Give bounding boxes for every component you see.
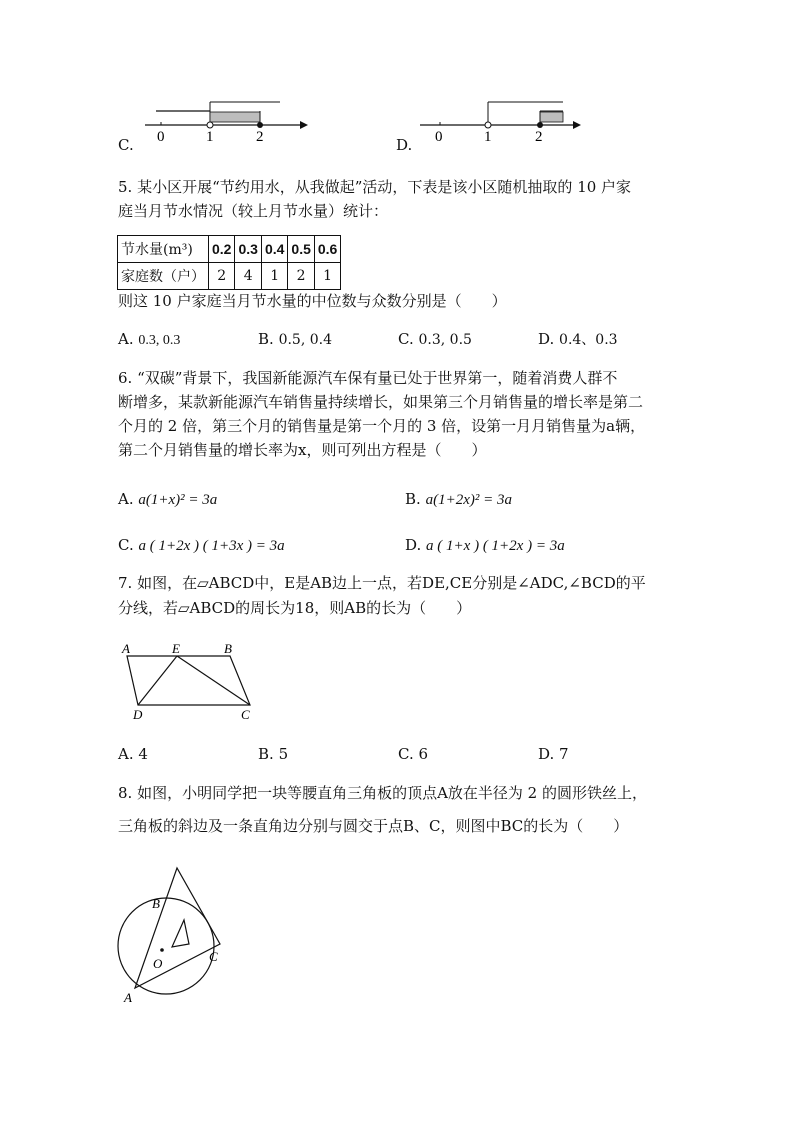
q7-option-b[interactable]: B. 5 (258, 745, 289, 763)
q6-option-a[interactable]: A. a(1+x)² = 3a (118, 490, 218, 508)
q4-d-tick-1: 1 (484, 129, 492, 145)
q5-option-d[interactable]: D. 0.4、0.3 (538, 330, 618, 348)
q4-c-tick-0: 0 (157, 129, 165, 145)
q5-stem-line1: 5. 某小区开展“节约用水，从我做起”活动，下表是该小区随机抽取的 10 户家 (118, 178, 632, 196)
q8-label-o: O (153, 956, 163, 971)
q7-label-e: E (172, 641, 180, 656)
q6-option-b[interactable]: B. a(1+2x)² = 3a (405, 490, 512, 508)
q6-option-d[interactable]: D. a ( 1+x ) ( 1+2x ) = 3a (405, 536, 565, 554)
q6-stem-line1: 6. “双碳”背景下，我国新能源汽车保有量已处于世界第一，随着消费人群不 (118, 369, 618, 387)
table-cell: 2 (288, 263, 314, 290)
q7-option-d[interactable]: D. 7 (538, 745, 569, 763)
q8-label-b: B (152, 896, 160, 911)
q4-c-tick-2: 2 (256, 129, 264, 145)
q5-option-b[interactable]: B. 0.5, 0.4 (258, 330, 333, 348)
q8-label-c: C (209, 949, 218, 964)
table-cell: 0.6 (314, 236, 340, 263)
table-header-water-saved: 节水量(m³) (118, 236, 209, 263)
q4-c-tick-1: 1 (206, 129, 214, 145)
table-cell: 0.3 (235, 236, 261, 263)
q8-circle-triangle-figure (112, 860, 232, 1005)
q8-stem-line2: 三角板的斜边及一条直角边分别与圆交于点B、C，则图中BC的长为（ ） (118, 817, 629, 835)
q6-stem-line4: 第二个月销售量的增长率为x，则可列出方程是（ ） (118, 441, 487, 459)
q5-data-table (117, 235, 341, 290)
q7-option-a[interactable]: A. 4 (118, 745, 148, 763)
table-header-households: 家庭数（户） (118, 263, 209, 290)
q7-label-d: D (133, 707, 143, 722)
q6-stem-line3: 个月的 2 倍，第三个月的销售量是第一个月的 3 倍，设第一月月销售量为a辆， (118, 417, 646, 435)
q7-stem-line2: 分线，若▱ABCD的周长为18，则AB的长为（ ） (118, 599, 472, 617)
q7-label-a: A (122, 641, 130, 656)
q5-stem-line2: 庭当月节水情况（较上月节水量）统计： (118, 202, 389, 220)
q7-option-c[interactable]: C. 6 (398, 745, 429, 763)
table-cell: 2 (209, 263, 235, 290)
q7-label-c: C (241, 707, 250, 722)
table-cell: 1 (261, 263, 287, 290)
table-cell: 1 (314, 263, 340, 290)
table-row (118, 236, 341, 263)
table-cell: 0.2 (209, 236, 235, 263)
q4-option-d-number-line (415, 95, 585, 150)
q6-stem-line2: 断增多，某款新能源汽车销售量持续增长，如果第三个月销售量的增长率是第二 (118, 393, 644, 411)
q8-label-a: A (124, 990, 132, 1005)
q4-d-tick-0: 0 (435, 129, 443, 145)
q5-option-a[interactable]: A. 0.3, 0.3 (118, 330, 181, 348)
q8-stem-line1: 8. 如图，小明同学把一块等腰直角三角板的顶点A放在半径为 2 的圆形铁丝上， (118, 784, 647, 802)
q7-stem-line1: 7. 如图，在▱ABCD中，E是AB边上一点，若DE,CE分别是∠ADC,∠BCD的平 (118, 574, 646, 592)
q4-option-d-label: D. (396, 136, 413, 154)
table-row (118, 263, 341, 290)
q4-option-c-number-line (140, 95, 310, 150)
table-cell: 4 (235, 263, 261, 290)
q5-option-c[interactable]: C. 0.3, 0.5 (398, 330, 472, 348)
q7-parallelogram-figure (115, 638, 265, 723)
q7-label-b: B (224, 641, 232, 656)
table-cell: 0.5 (288, 236, 314, 263)
q4-d-tick-2: 2 (535, 129, 543, 145)
q6-option-c[interactable]: C. a ( 1+2x ) ( 1+3x ) = 3a (118, 536, 285, 554)
q5-question: 则这 10 户家庭当月节水量的中位数与众数分别是（ ） (118, 292, 507, 310)
q4-option-c-label: C. (118, 136, 134, 154)
table-cell: 0.4 (261, 236, 287, 263)
